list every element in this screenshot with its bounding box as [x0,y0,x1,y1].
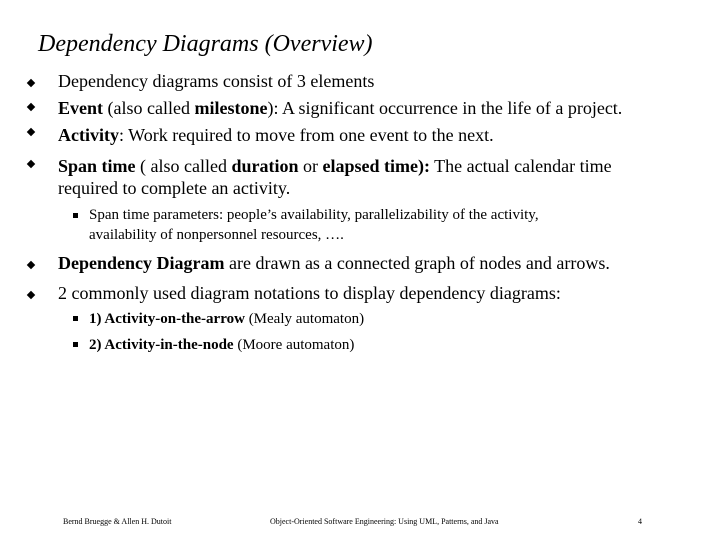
sub-bullet-span-params-line2: availability of nonpersonnel resources, …. [89,227,344,243]
text-segment: ): A significant occurrence in the life of a project. [267,98,623,118]
sub-bullet-span-params: Span time parameters: people’s availability, parallelizability of the activity, [89,207,539,223]
bullet-event [58,97,622,119]
sub-bullet-square-icon [73,316,78,321]
footer-book-title: Object-Oriented Software Engineering: Using UML, Patterns, and Java [270,517,499,526]
bullet-dependency-diagram [58,252,610,274]
bullet-diamond-icon [27,128,35,136]
term-activity-on-arrow: 1) Activity-on-the-arrow [89,311,245,327]
term-elapsed-time: elapsed time): [322,156,430,176]
bullet-span-time [58,155,612,177]
bullet-diamond-icon [27,79,35,87]
term-activity-in-node: 2) Activity-in-the-node [89,337,234,353]
term-span-time: Span time [58,156,136,176]
sub-bullet-activity-in-node [89,335,354,355]
bullet-diamond-icon [27,103,35,111]
bullet-diamond-icon [27,160,35,168]
text-segment: (also called [103,98,195,118]
text-segment: ( also called [135,156,232,176]
bullet-elements: Dependency diagrams consist of 3 elements [58,71,375,91]
text-segment: (Moore automaton) [233,337,355,353]
text-segment: are drawn as a connected graph of nodes and arrows. [224,253,610,273]
text-segment: The actual calendar time [430,156,612,176]
slide-title: Dependency Diagrams (Overview) [38,31,373,57]
text-segment: (Mealy automaton) [244,311,365,327]
bullet-span-time-line2: required to complete an activity. [58,178,291,198]
footer-page-number: 4 [638,517,642,526]
footer-authors: Bernd Bruegge & Allen H. Dutoit [63,517,172,526]
sub-bullet-square-icon [73,213,78,218]
term-activity: Activity [58,125,119,145]
sub-bullet-square-icon [73,342,78,347]
term-duration: duration [231,156,299,176]
bullet-diamond-icon [27,261,35,269]
term-event: Event [58,98,103,118]
text-segment: or [298,156,323,176]
text-segment: : Work required to move from one event to the next. [118,125,494,145]
sub-bullet-activity-on-arrow [89,309,364,329]
term-dependency-diagram: Dependency Diagram [58,253,225,273]
bullet-notations: 2 commonly used diagram notations to display dependency diagrams: [58,283,561,303]
term-milestone: milestone [194,98,268,118]
bullet-activity [58,124,494,146]
bullet-diamond-icon [27,291,35,299]
